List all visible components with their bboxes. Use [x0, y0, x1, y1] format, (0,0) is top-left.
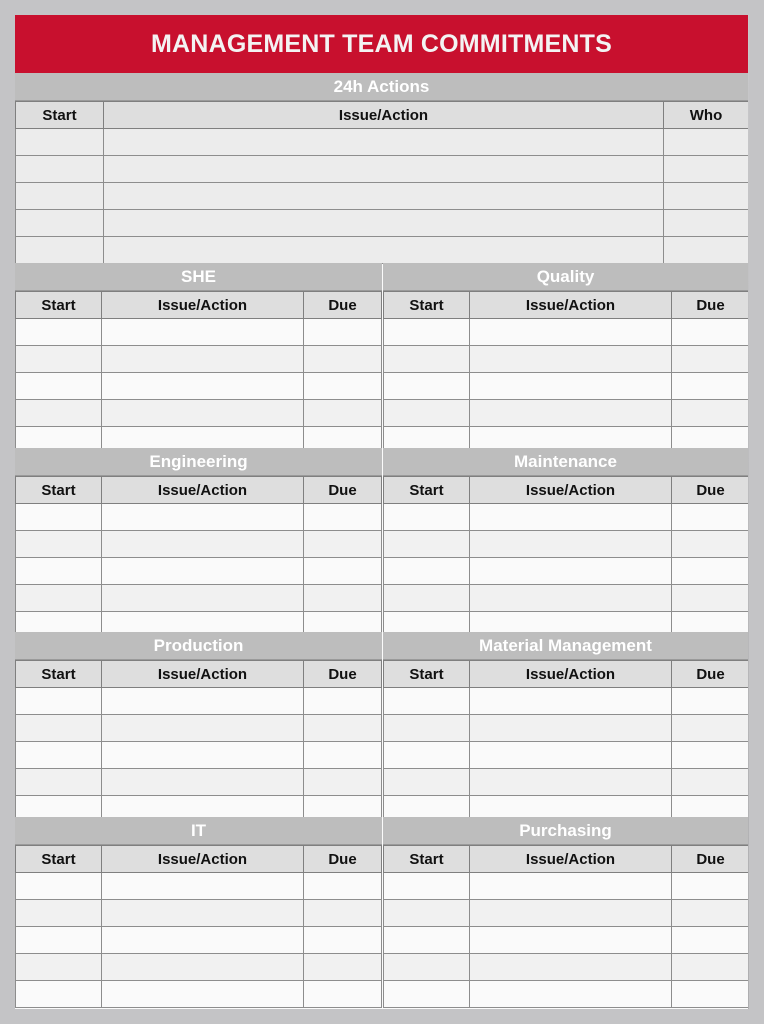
cell[interactable]: [16, 504, 102, 531]
cell[interactable]: [102, 531, 304, 558]
cell[interactable]: [470, 742, 672, 769]
cell[interactable]: [304, 873, 382, 900]
cell[interactable]: [384, 688, 470, 715]
cell[interactable]: [470, 769, 672, 796]
cell[interactable]: [304, 319, 382, 346]
cell[interactable]: [470, 400, 672, 427]
table-row: [384, 319, 749, 346]
cell[interactable]: [672, 558, 749, 585]
cell[interactable]: [470, 927, 672, 954]
table-engineering: [15, 476, 382, 639]
table-row: [16, 873, 382, 900]
table-row: [16, 585, 382, 612]
table-row: [384, 715, 749, 742]
cell[interactable]: [102, 927, 304, 954]
board-title: MANAGEMENT TEAM COMMITMENTS: [151, 29, 612, 58]
table-row: [16, 981, 382, 1008]
column-header-issue-action: Issue/Action: [470, 661, 672, 688]
column-header-start: Start: [384, 661, 470, 688]
table-header-row: [384, 477, 749, 504]
cell[interactable]: [102, 742, 304, 769]
column-header-start: Start: [384, 477, 470, 504]
cell[interactable]: [384, 585, 470, 612]
cell[interactable]: [672, 688, 749, 715]
cell[interactable]: [16, 183, 104, 210]
table-24h-actions: [15, 101, 748, 264]
column-header-issue-action: Issue/Action: [470, 292, 672, 319]
column-header-issue-action: Issue/Action: [102, 846, 304, 873]
cell[interactable]: [16, 715, 102, 742]
column-header-start: Start: [16, 661, 102, 688]
cell[interactable]: [664, 210, 749, 237]
table-header-row: [16, 846, 382, 873]
table-row: [16, 927, 382, 954]
section-header: Engineering: [15, 448, 382, 476]
section-24h-actions: [15, 73, 748, 264]
cell[interactable]: [304, 927, 382, 954]
cell[interactable]: [384, 558, 470, 585]
cell[interactable]: [672, 346, 749, 373]
cell[interactable]: [470, 688, 672, 715]
cell[interactable]: [304, 688, 382, 715]
section-header: Production: [15, 632, 382, 660]
cell[interactable]: [304, 742, 382, 769]
cell[interactable]: [384, 981, 470, 1008]
column-header-due: Due: [672, 661, 749, 688]
column-header-issue-action: Issue/Action: [102, 661, 304, 688]
column-header-due: Due: [304, 846, 382, 873]
cell[interactable]: [102, 688, 304, 715]
table-header-row: [384, 292, 749, 319]
cell[interactable]: [304, 531, 382, 558]
cell[interactable]: [384, 319, 470, 346]
section-production: [15, 632, 382, 823]
table-row: [16, 900, 382, 927]
cell[interactable]: [470, 373, 672, 400]
cell[interactable]: [304, 715, 382, 742]
cell[interactable]: [672, 504, 749, 531]
column-header-due: Due: [672, 846, 749, 873]
cell[interactable]: [104, 210, 664, 237]
cell[interactable]: [102, 585, 304, 612]
cell[interactable]: [102, 504, 304, 531]
cell[interactable]: [16, 981, 102, 1008]
cell[interactable]: [104, 156, 664, 183]
section-header: Material Management: [383, 632, 748, 660]
cell[interactable]: [16, 585, 102, 612]
cell[interactable]: [304, 769, 382, 796]
table-row: [16, 531, 382, 558]
cell[interactable]: [672, 319, 749, 346]
cell[interactable]: [16, 531, 102, 558]
cell[interactable]: [102, 769, 304, 796]
section-quality: [383, 263, 748, 454]
column-header-due: Due: [304, 661, 382, 688]
cell[interactable]: [470, 873, 672, 900]
cell[interactable]: [16, 769, 102, 796]
column-header-start: Start: [16, 292, 102, 319]
cell[interactable]: [672, 873, 749, 900]
table-row: [16, 156, 749, 183]
cell[interactable]: [304, 346, 382, 373]
table-row: [384, 900, 749, 927]
section-header: IT: [15, 817, 382, 845]
table-row: [16, 183, 749, 210]
cell[interactable]: [672, 769, 749, 796]
section-maintenance: [383, 448, 748, 639]
cell[interactable]: [470, 585, 672, 612]
cell[interactable]: [672, 373, 749, 400]
table-row: [384, 688, 749, 715]
table-header-row: [384, 846, 749, 873]
table-row: [16, 688, 382, 715]
table-row: [16, 129, 749, 156]
column-header-issue-action: Issue/Action: [104, 102, 664, 129]
cell[interactable]: [672, 715, 749, 742]
table-header-row: [16, 292, 382, 319]
column-header-due: Due: [304, 292, 382, 319]
cell[interactable]: [102, 373, 304, 400]
table-row: [384, 400, 749, 427]
cell[interactable]: [470, 954, 672, 981]
table-row: [16, 400, 382, 427]
table-she: [15, 291, 382, 454]
cell[interactable]: [672, 927, 749, 954]
table-row: [384, 927, 749, 954]
table-row: [384, 873, 749, 900]
column-header-due: Due: [672, 292, 749, 319]
cell[interactable]: [104, 237, 664, 264]
table-row: [16, 954, 382, 981]
table-header-row: [16, 661, 382, 688]
cell[interactable]: [384, 373, 470, 400]
column-header-due: Due: [304, 477, 382, 504]
table-header-row: [16, 477, 382, 504]
cell[interactable]: [16, 400, 102, 427]
cell[interactable]: [102, 900, 304, 927]
cell[interactable]: [102, 319, 304, 346]
cell[interactable]: [470, 981, 672, 1008]
table-header-row: [16, 102, 749, 129]
cell[interactable]: [16, 156, 104, 183]
section-material-management: [383, 632, 748, 823]
column-header-issue-action: Issue/Action: [102, 292, 304, 319]
section-header: Purchasing: [383, 817, 748, 845]
column-header-start: Start: [16, 102, 104, 129]
cell[interactable]: [672, 954, 749, 981]
cell[interactable]: [664, 156, 749, 183]
section-she: [15, 263, 382, 454]
cell[interactable]: [104, 129, 664, 156]
table-production: [15, 660, 382, 823]
whiteboard: [15, 15, 748, 1009]
table-row: [384, 585, 749, 612]
table-row: [384, 742, 749, 769]
section-header: SHE: [15, 263, 382, 291]
cell[interactable]: [672, 742, 749, 769]
table-row: [384, 954, 749, 981]
cell[interactable]: [664, 237, 749, 264]
table-row: [384, 373, 749, 400]
table-row: [16, 319, 382, 346]
cell[interactable]: [102, 400, 304, 427]
table-it: [15, 845, 382, 1008]
section-header: Maintenance: [383, 448, 748, 476]
cell[interactable]: [304, 504, 382, 531]
section-purchasing: [383, 817, 748, 1008]
table-quality: [383, 291, 748, 454]
cell[interactable]: [672, 531, 749, 558]
cell[interactable]: [470, 900, 672, 927]
cell[interactable]: [16, 210, 104, 237]
column-header-start: Start: [16, 477, 102, 504]
cell[interactable]: [16, 900, 102, 927]
cell[interactable]: [384, 900, 470, 927]
cell[interactable]: [384, 531, 470, 558]
cell[interactable]: [102, 981, 304, 1008]
column-header-start: Start: [16, 846, 102, 873]
table-row: [384, 981, 749, 1008]
cell[interactable]: [16, 688, 102, 715]
table-row: [384, 504, 749, 531]
section-header: Quality: [383, 263, 748, 291]
cell[interactable]: [16, 373, 102, 400]
cell[interactable]: [304, 558, 382, 585]
column-header-who: Who: [664, 102, 749, 129]
column-header-issue-action: Issue/Action: [102, 477, 304, 504]
cell[interactable]: [304, 373, 382, 400]
cell[interactable]: [16, 129, 104, 156]
table-row: [16, 715, 382, 742]
column-header-issue-action: Issue/Action: [470, 477, 672, 504]
cell[interactable]: [102, 715, 304, 742]
cell[interactable]: [470, 504, 672, 531]
table-header-row: [384, 661, 749, 688]
cell[interactable]: [304, 954, 382, 981]
cell[interactable]: [672, 900, 749, 927]
table-row: [384, 769, 749, 796]
title-bar: [15, 15, 748, 73]
column-header-start: Start: [384, 292, 470, 319]
cell[interactable]: [102, 346, 304, 373]
table-row: [16, 769, 382, 796]
cell[interactable]: [16, 873, 102, 900]
cell[interactable]: [384, 346, 470, 373]
cell[interactable]: [384, 400, 470, 427]
cell[interactable]: [664, 129, 749, 156]
table-row: [16, 346, 382, 373]
cell[interactable]: [672, 585, 749, 612]
cell[interactable]: [16, 927, 102, 954]
cell[interactable]: [470, 531, 672, 558]
cell[interactable]: [304, 900, 382, 927]
section-it: [15, 817, 382, 1008]
table-row: [16, 504, 382, 531]
column-header-start: Start: [384, 846, 470, 873]
cell[interactable]: [384, 742, 470, 769]
cell[interactable]: [104, 183, 664, 210]
table-row: [384, 346, 749, 373]
cell[interactable]: [384, 927, 470, 954]
table-row: [16, 210, 749, 237]
column-header-due: Due: [672, 477, 749, 504]
table-row: [16, 373, 382, 400]
cell[interactable]: [470, 319, 672, 346]
cell[interactable]: [102, 954, 304, 981]
cell[interactable]: [16, 346, 102, 373]
cell[interactable]: [304, 981, 382, 1008]
table-row: [16, 237, 749, 264]
cell[interactable]: [16, 954, 102, 981]
cell[interactable]: [16, 237, 104, 264]
cell[interactable]: [16, 742, 102, 769]
cell[interactable]: [672, 981, 749, 1008]
cell[interactable]: [304, 585, 382, 612]
table-row: [384, 558, 749, 585]
table-material-management: [383, 660, 748, 823]
column-header-issue-action: Issue/Action: [470, 846, 672, 873]
cell[interactable]: [384, 769, 470, 796]
section-header: 24h Actions: [15, 73, 748, 101]
table-row: [384, 531, 749, 558]
table-row: [16, 742, 382, 769]
cell[interactable]: [384, 715, 470, 742]
table-row: [16, 558, 382, 585]
cell[interactable]: [304, 400, 382, 427]
table-purchasing: [383, 845, 748, 1008]
cell[interactable]: [470, 558, 672, 585]
cell[interactable]: [664, 183, 749, 210]
cell[interactable]: [384, 873, 470, 900]
section-engineering: [15, 448, 382, 639]
cell[interactable]: [384, 504, 470, 531]
cell[interactable]: [102, 873, 304, 900]
cell[interactable]: [16, 558, 102, 585]
table-maintenance: [383, 476, 748, 639]
cell[interactable]: [384, 954, 470, 981]
cell[interactable]: [102, 558, 304, 585]
cell[interactable]: [470, 715, 672, 742]
cell[interactable]: [16, 319, 102, 346]
cell[interactable]: [672, 400, 749, 427]
cell[interactable]: [470, 346, 672, 373]
